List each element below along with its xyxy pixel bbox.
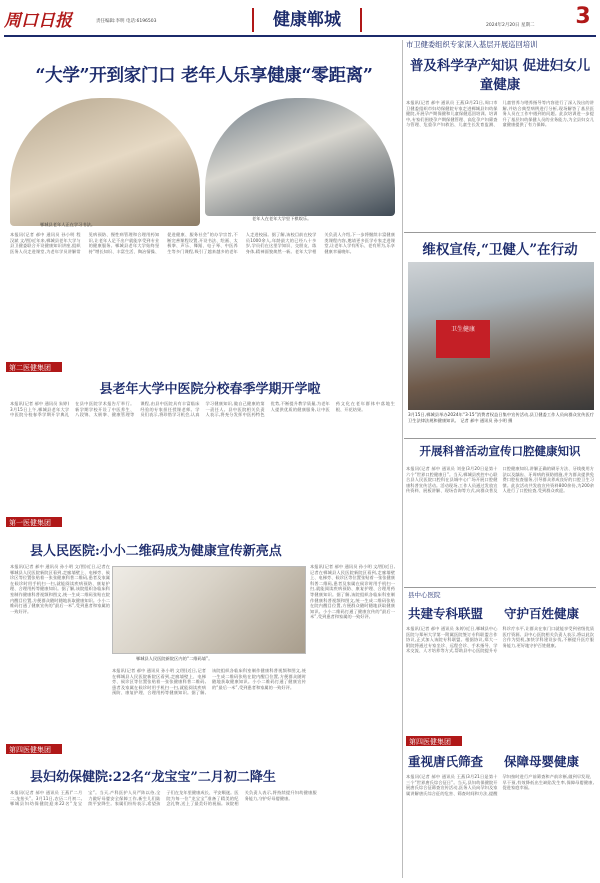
specialty-rule bbox=[404, 587, 596, 588]
training-kicker: 市卫健委组织专家深入基层开展巡回培训 bbox=[406, 40, 538, 49]
cornelia-section-tag: 第四医健集团 bbox=[406, 736, 462, 746]
photo-qrcode-wall bbox=[112, 566, 306, 654]
qrcode-headline: 县人民医院:小小二维码成为健康宣传新亮点 bbox=[30, 544, 282, 558]
column-divider bbox=[402, 40, 403, 878]
training-body: 本报讯(记者 郝中 通讯员 王燕)3月21日,周口市卫健委组织市妇幼保健院专家走进郸城县妇幼保健院,开展孕产期保健和儿童保健巡回培训。培训中,专家们围绕孕产期保健管理、高危孕产妇筛查与管理、危重孕产妇救治、儿童生长发育监测、儿童营养与喂养指导等内容进行了深入浅出的讲解,并结合典型病例进行分析,现场解答了基层医务人员在工作中遇到的问题。此次培训进一步提升了基层妇幼保健人员的业务能力,为全县妇女儿童健康提供了有力保障。 bbox=[406, 100, 594, 128]
mch-headline: 县妇幼保健院:22名“龙宝宝”二月初二降生 bbox=[30, 770, 276, 784]
page-number: 3 bbox=[575, 4, 591, 29]
editor-line: 责任编辑:李明 电话:6196503 bbox=[96, 19, 157, 24]
section-title: 健康郸城 bbox=[252, 8, 362, 32]
rights-caption: 3月15日,郸城县举办2024年“3·15”消费者权益日集中宣传活动,县卫健委工作人员向群众宣传医疗卫生法律法规和健康知识。 记者 郝中 通讯员 孙小明 摄 bbox=[408, 412, 594, 423]
qrcode-body-under-photo: 本报讯(记者 郝中 通讯员 孙小明 文/图)近日,记者在郸城县人民医院新院区看到,走廊墙壁上、电梯旁、候诊区等位置张贴着一张张健康科普二维码,患者及家属在候诊时用手机扫一扫,就能阅读疾病预防、康复护理、合理用药等健康知识。据了解,该院组织各临床科室制作健康科普视频和图文,统一生成二维码张贴在院内醒目位置,方便群众随时随地获取健康知识。小小二维码打通了健康宣传的“最后一米”,受到患者和家属的一致好评。 bbox=[112, 668, 306, 696]
masthead-rule bbox=[4, 35, 596, 37]
lead-caption-right: 老年人在老年大学里下棋娱乐。 bbox=[252, 216, 312, 221]
oral-rule bbox=[404, 438, 596, 439]
qrcode-section-tag: 第一医健集团 bbox=[6, 517, 62, 527]
lead-body: 本报讯(记者 郝中 通讯员 孙小明 程汉斌 文/图)近年来,郸城县老年大学与县卫健委联合开设健康知识讲座,组织医务人员走进课堂,为老年学员讲解常见病预防、慢性病管理和合理用药知识,让老年人足不出户就能享受到专业的健康服务。郸城县老年大学始终坚持“增长知识、丰富生活、陶冶情操、促进健康、服务社会”的办学宗旨,不断完善课程设置,开设书法、绘画、太极拳、声乐、舞蹈、电子琴、中医养生等多门课程,吸引了越来越多的老年人走进校园。据了解,该校目前在校学员1000余人,年龄最大的已经八十多岁,学员们在这里学知识、交朋友、练身体,精神面貌焕然一新。老年大学相关负责人介绍,下一步将继续丰富健康类课程内容,邀请更多医学专家走进课堂,让老年人学有所乐、老有所为,乐享健康幸福晚年。 bbox=[10, 232, 395, 254]
specialty-tag: 县中心医院 bbox=[408, 591, 441, 599]
specialty-body: 本报讯(记者 郝中 通讯员 朱婷)近日,郸城县中心医院与郑州大学第一附属医院签订专科联盟合作协议,正式加入该院专科联盟。根据协议,郑大一附院将通过专家坐诊、远程会诊、手术指导、学术交流、人才培养等方式,帮助县中心医院提升专科诊疗水平,让群众在家门口就能享受到省级优质医疗资源。县中心医院相关负责人表示,将以此次合作为契机,加快学科建设步伐,不断提升医疗服务能力,更好地守护百姓健康。 bbox=[406, 626, 594, 654]
qrcode-body-left: 本报讯(记者 郝中 通讯员 孙小明 文/图)近日,记者在郸城县人民医院新院区看到,走廊墙壁上、电梯旁、候诊区等位置张贴着一张张健康科普二维码,患者及家属在候诊时用手机扫一扫,就能阅读疾病预防、康复护理、合理用药等健康知识。据了解,该院组织各临床科室制作健康科普视频和图文,统一生成二维码张贴在院内醒目位置,方便群众随时随地获取健康知识。小小二维码打通了健康宣传的“最后一米”,受到患者和家属的一致好评。 bbox=[10, 564, 110, 614]
oral-headline: 开展科普活动宣传口腔健康知识 bbox=[419, 444, 581, 458]
photo-chess bbox=[205, 98, 395, 216]
rights-headline: 维权宣传,“卫健人”在行动 bbox=[422, 242, 578, 258]
photo-calligraphy bbox=[10, 98, 200, 226]
newspaper-logo: 周口日报 bbox=[4, 11, 72, 31]
specialty-headline-right: 守护百姓健康 bbox=[504, 606, 580, 621]
specialty-headline-left: 共建专科联盟 bbox=[408, 606, 484, 621]
training-headline: 普及科学孕产知识 促进妇女儿童健康 bbox=[409, 58, 591, 93]
tcm-section-tag: 第二医健集团 bbox=[6, 362, 62, 372]
mch-body: 本报讯(记者 郝中 通讯员 王燕)“二月二,龙抬头”。3月11日,农历二月初二,郸城县妇幼保健院迎来22名“龙宝宝”。当天,产科医护人员严阵以待,全力做好母婴安全保障工作,新生儿们陆续平安降生。家属们纷纷表示,希望孩子们在龙年里健康成长、平安顺遂。医院为每一位“龙宝宝”准备了精美的纪念礼物,送上了最美好的祝福。该院相关负责人表示,将持续提升妇幼健康服务能力,守护好母婴健康。 bbox=[10, 790, 317, 807]
rights-banner: 卫生健康 bbox=[436, 320, 490, 358]
rights-rule bbox=[404, 232, 596, 233]
date-line: 2024年2月20日 星期二 bbox=[486, 23, 535, 28]
oral-body: 本报讯(记者 郝中 通讯员 刘金)3月20日是第十六个“世界口腔健康日”。当天,郸城县疾控中心联合县人民医院口腔科在县城中心广场开展口腔健康科普宣传活动。活动现场,工作人员通过发放宣传资料、展板讲解、现场咨询等方式,向群众普及口腔健康知识,讲解正确的刷牙方法、牙线使用方法以及龋齿、牙周病的预防措施,并为群众提供免费口腔检查服务,引导群众养成良好的口腔卫生习惯。此次活动共发放宣传资料800余份,为200余人进行了口腔检查,受到群众欢迎。 bbox=[406, 466, 594, 494]
mch-section-tag: 第四医健集团 bbox=[6, 744, 62, 754]
tcm-headline: 县老年大学中医院分校春季学期开学啦 bbox=[99, 382, 321, 396]
cornelia-headline-right: 保障母婴健康 bbox=[504, 754, 580, 769]
tcm-body: 本报讯(记者 郝中 通讯员 朱婷)3月15日上午,郸城县老年大学中医院分校春季学期开学典礼在县中医院学术报告厅举行。新学期学校开设了中医养生、八段锦、太极拳、健康管理等课程,由县中医院具有丰富临床经验的专家担任授课老师。学员们表示,将珍惜学习机会,认真学习健康知识,做自己健康的第一责任人。县中医院相关负责人表示,将充分发挥中医药特色优势,不断提升教学质量,为老年人提供优质的健康服务,让中医药文化在老年群体中落地生根、开花结果。 bbox=[10, 401, 395, 418]
cornelia-headline-left: 重视唐氏筛查 bbox=[408, 754, 484, 769]
lead-caption-left: 郸城县老年人正在学习书法。 bbox=[40, 222, 96, 227]
qrcode-caption: 郸城县人民医院新院区内的“二维码墙”。 bbox=[136, 656, 213, 661]
cornelia-body: 本报讯(记者 郝中 通讯员 王燕)3月21日是第十三个“世界唐氏综合征日”。当天,县妇幼保健院开展唐氏综合征筛查宣传活动,医务人员向孕妇及家属讲解唐氏综合征的危害、筛查时间和方法,提醒孕妇按时进行产前筛查和产前诊断,做到早发现、早干预,有效降低出生缺陷发生率,保障母婴健康,促进家庭幸福。 bbox=[406, 774, 594, 796]
qrcode-body-right: 本报讯(记者 郝中 通讯员 孙小明 文/图)近日,记者在郸城县人民医院新院区看到,走廊墙壁上、电梯旁、候诊区等位置张贴着一张张健康科普二维码,患者及家属在候诊时用手机扫一扫,就能阅读疾病预防、康复护理、合理用药等健康知识。据了解,该院组织各临床科室制作健康科普视频和图文,统一生成二维码张贴在院内醒目位置,方便群众随时随地获取健康知识。小小二维码打通了健康宣传的“最后一米”,受到患者和家属的一致好评。 bbox=[310, 564, 395, 620]
lead-headline: “大学”开到家门口 老年人乐享健康“零距离” bbox=[35, 66, 373, 86]
